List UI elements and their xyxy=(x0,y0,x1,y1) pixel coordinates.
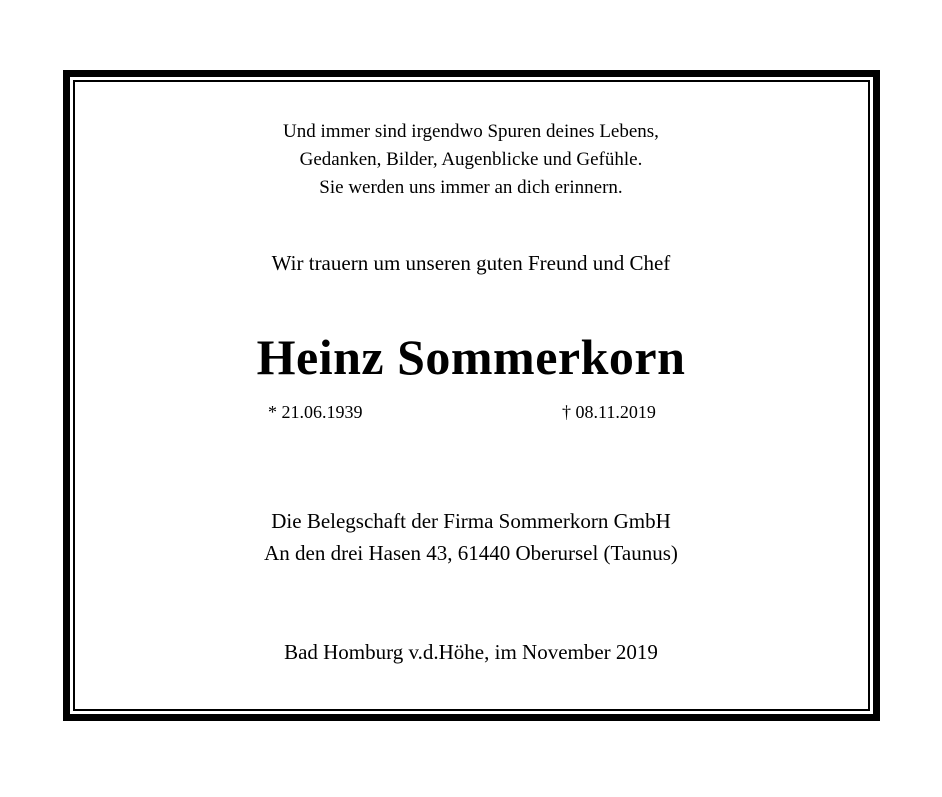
mourning-line: Wir trauern um unseren guten Freund und Chef xyxy=(271,251,671,275)
death-date: † 08.11.2019 xyxy=(562,402,656,422)
sender-line-1: Die Belegschaft der Firma Sommerkorn GmbH xyxy=(271,509,671,533)
place-date: Bad Homburg v.d.Höhe, im November 2019 xyxy=(284,640,658,664)
verse-line-2: Gedanken, Bilder, Augenblicke und Gefühle. xyxy=(299,149,643,170)
birth-date: * 21.06.1939 xyxy=(268,402,363,422)
sender-line-2: An den drei Hasen 43, 61440 Oberursel (Taunus) xyxy=(264,541,678,565)
verse-line-1: Und immer sind irgendwo Spuren deines Lebens, xyxy=(283,121,659,142)
deceased-name: Heinz Sommerkorn xyxy=(256,329,686,385)
verse-line-3: Sie werden uns immer an dich erinnern. xyxy=(319,177,623,198)
